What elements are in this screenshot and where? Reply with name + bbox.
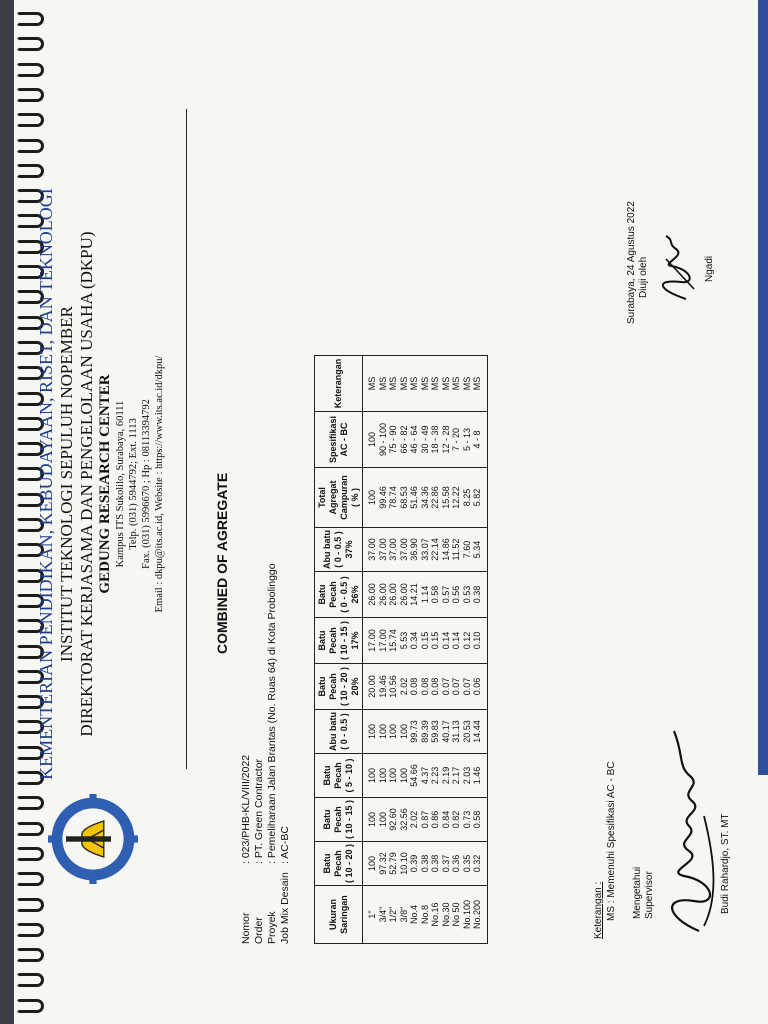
column-header-line: 20%	[349, 677, 360, 696]
table-cell: 100	[388, 754, 399, 798]
table-cell: 4.37	[420, 754, 431, 798]
table-cell: 0.14	[441, 618, 452, 664]
table-cell: 0.56	[451, 572, 462, 618]
meta-row-nomor	[240, 563, 253, 944]
building-name: GEDUNG RESEARCH CENTER	[97, 374, 113, 594]
column-header-line: Campuran	[338, 475, 349, 520]
table-cell: 37.00	[363, 528, 378, 572]
column-header-line: Abu batu	[322, 530, 332, 569]
phone: Telp. (031) 5944792; Ext. 1113	[128, 418, 139, 550]
column-header	[315, 710, 363, 754]
table-cell: 78.74	[388, 468, 399, 528]
table-cell: 22.86	[430, 468, 441, 528]
table-row	[399, 356, 410, 944]
table-cell: 0.37	[441, 842, 452, 886]
letterhead	[36, 184, 166, 784]
table-cell: No.200	[472, 886, 487, 944]
meta-value: : AC-BC	[279, 826, 291, 864]
column-header-line: AC - BC	[338, 422, 349, 457]
table-row	[388, 356, 399, 944]
rotated-content	[14, 0, 768, 1024]
table-cell: 8.25	[462, 468, 473, 528]
table-cell: No.30	[441, 886, 452, 944]
table-cell: MS	[462, 356, 473, 412]
column-header-line: Ukuran	[327, 899, 338, 931]
table-cell: 92.60	[388, 798, 399, 842]
table-cell: 100	[363, 468, 378, 528]
table-cell: 59.83	[430, 710, 441, 754]
table-cell: 52.79	[388, 842, 399, 886]
column-header-line: ( 0 - 0.5 )	[338, 576, 349, 613]
tester-name: Ngadi	[704, 255, 715, 282]
table-cell: 40.17	[441, 710, 452, 754]
table-cell: 18 - 38	[430, 412, 441, 468]
column-header	[315, 412, 363, 468]
meta-key: Order	[253, 917, 265, 944]
table-cell: 100	[363, 412, 378, 468]
meta-value: : 023/PHB-KL/VIII/2022	[240, 754, 252, 864]
column-header-line: Batu Pecah	[316, 581, 338, 608]
table-cell: MS	[409, 356, 420, 412]
table-cell: 99.73	[409, 710, 420, 754]
column-header-line: 37%	[344, 540, 354, 559]
table-cell: MS	[363, 356, 378, 412]
table-cell: 26.00	[399, 572, 410, 618]
column-header	[315, 618, 363, 664]
meta-key: Nomor	[240, 912, 252, 944]
table-cell: 2.23	[430, 754, 441, 798]
table-cell: 1.14	[420, 572, 431, 618]
table-row	[420, 356, 431, 944]
column-header-line: ( 10 - 15 )	[344, 799, 354, 839]
table-cell: 37.00	[399, 528, 410, 572]
table-cell: 0.32	[472, 842, 487, 886]
table-cell: MS	[451, 356, 462, 412]
table-row	[451, 356, 462, 944]
table-cell: 37.00	[388, 528, 399, 572]
table-cell: 0.53	[462, 572, 473, 618]
table-cell: 0.39	[409, 842, 420, 886]
column-header-line: Batu Pecah	[322, 762, 343, 789]
column-header	[315, 886, 363, 944]
table-cell: 7.60	[462, 528, 473, 572]
table-cell: 15.58	[441, 468, 452, 528]
table-cell: 3/8"	[399, 886, 410, 944]
column-header-line: Batu Pecah	[322, 806, 343, 833]
table-cell: 100	[378, 710, 389, 754]
table-cell: 26.00	[388, 572, 399, 618]
table-header-row	[315, 356, 363, 944]
table-cell: 75 - 90	[388, 412, 399, 468]
column-header-line: Batu Pecah	[316, 673, 338, 700]
column-header	[315, 798, 363, 842]
column-header	[315, 356, 363, 412]
column-header-line: Saringan	[338, 895, 349, 934]
table-cell: 100	[399, 710, 410, 754]
table-cell: 3/4"	[378, 886, 389, 944]
tester-signature-icon	[646, 234, 706, 304]
table-cell: 0.08	[409, 664, 420, 710]
column-header	[315, 468, 363, 528]
table-cell: 12 - 28	[441, 412, 452, 468]
table-cell: MS	[378, 356, 389, 412]
column-header-line: ( 0 - 0.5 )	[333, 531, 343, 568]
table-row	[363, 356, 378, 944]
table-cell: No.16	[430, 886, 441, 944]
table-cell: 0.08	[430, 664, 441, 710]
table-cell: 0.15	[430, 618, 441, 664]
table-cell: 1/2"	[388, 886, 399, 944]
table-cell: 0.87	[420, 798, 431, 842]
table-cell: MS	[430, 356, 441, 412]
table-cell: 2.17	[451, 754, 462, 798]
table-cell: 0.58	[472, 798, 487, 842]
table-cell: 12.22	[451, 468, 462, 528]
column-header-line: ( 0 - 0.5 )	[338, 713, 349, 750]
notes-line: MS : Memenuhi Spesifikasi AC - BC	[606, 761, 617, 921]
supervisor-label-2: Supervisor	[644, 871, 655, 919]
fax: Fax. (031) 5996670 ; Hp : 08113394792	[141, 399, 152, 569]
aggregate-table	[314, 355, 488, 944]
table-cell: 0.82	[451, 798, 462, 842]
table-cell: 100	[363, 710, 378, 754]
table-cell: 99.46	[378, 468, 389, 528]
column-header-line: Keterangan	[333, 358, 343, 409]
table-cell: 34.36	[420, 468, 431, 528]
table-cell: 0.34	[409, 618, 420, 664]
table-cell: 2.02	[409, 798, 420, 842]
document-meta	[240, 563, 292, 944]
table-cell: MS	[399, 356, 410, 412]
notes-heading: Keterangan :	[593, 881, 604, 939]
table-cell: 14.21	[409, 572, 420, 618]
table-cell: 100	[363, 842, 378, 886]
email-website: Email : dkpu@its.ac.id, Website : https://www.its.ac.id/dkpu/	[154, 355, 165, 613]
directorate-name: DIREKTORAT KERJASAMA DAN PENGELOLAAN USAHA (DKPU)	[77, 231, 96, 737]
table-cell: 26.00	[363, 572, 378, 618]
table-cell: 0.14	[451, 618, 462, 664]
supervisor-label-1: Mengetahui	[632, 866, 643, 919]
table-cell: 5.53	[399, 618, 410, 664]
table-cell: 5 - 13	[462, 412, 473, 468]
table-cell: 7 - 20	[451, 412, 462, 468]
table-cell: 0.38	[430, 842, 441, 886]
column-header-line: Total Agregat	[316, 480, 338, 515]
table-cell: 2.03	[462, 754, 473, 798]
table-cell: 30 - 49	[420, 412, 431, 468]
column-header-line: ( 10 - 15 )	[338, 621, 349, 661]
table-cell: 26.00	[378, 572, 389, 618]
meta-row-job-mix	[279, 563, 292, 944]
table-cell: 0.84	[441, 798, 452, 842]
table-cell: 51.46	[409, 468, 420, 528]
column-header	[315, 664, 363, 710]
table-cell: 89.39	[420, 710, 431, 754]
column-header-line: Batu Pecah	[322, 850, 343, 877]
column-header	[315, 842, 363, 886]
table-cell: 0.12	[462, 618, 473, 664]
table-cell: 10.10	[399, 842, 410, 886]
column-header-line: 26%	[349, 585, 360, 604]
table-cell: 68.53	[399, 468, 410, 528]
column-header	[315, 754, 363, 798]
letterhead-divider	[186, 109, 187, 769]
table-cell: 5.34	[472, 528, 487, 572]
meta-value: : Pemeliharaan Jalan Brantas (No. Ruas 64) di Kota Probolinggo	[266, 563, 278, 864]
sign-date: Surabaya, 24 Agustus 2022	[626, 201, 637, 324]
supervisor-name: Budi Rahardjo, ST. MT	[720, 813, 731, 914]
table-cell: 2.19	[441, 754, 452, 798]
table-cell: 19.46	[378, 664, 389, 710]
table-row	[441, 356, 452, 944]
column-header-line: ( 5 - 10 )	[344, 758, 354, 793]
table-cell: 97.32	[378, 842, 389, 886]
column-header-line: ( % )	[349, 488, 360, 507]
table-cell: 100	[399, 754, 410, 798]
table-cell: 1.46	[472, 754, 487, 798]
meta-row-order	[253, 563, 266, 944]
table-cell: 33.07	[420, 528, 431, 572]
meta-value: : PT. Green Contractor	[253, 758, 265, 864]
table-cell: 32.56	[399, 798, 410, 842]
table-row	[472, 356, 487, 944]
table-cell: 2.02	[399, 664, 410, 710]
table-cell: 31.13	[451, 710, 462, 754]
page-title: COMBINED OF AGREGATE	[214, 472, 230, 654]
tester-label: Diuji oleh	[638, 256, 649, 298]
table-cell: 100	[363, 798, 378, 842]
column-header	[315, 572, 363, 618]
notes	[592, 762, 618, 940]
table-cell: MS	[472, 356, 487, 412]
table-cell: 0.07	[462, 664, 473, 710]
table-row	[409, 356, 420, 944]
table-cell: No.8	[420, 886, 431, 944]
table-cell: 54.66	[409, 754, 420, 798]
table-cell: 0.06	[472, 664, 487, 710]
table-cell: 0.73	[462, 798, 473, 842]
table-cell: 0.35	[462, 842, 473, 886]
table-cell: 37.00	[378, 528, 389, 572]
supervisor-signature-icon	[644, 726, 724, 936]
table-cell: 14.86	[441, 528, 452, 572]
table-cell: No 50	[451, 886, 462, 944]
institute-name: INSTITUT TEKNOLOGI SEPULUH NOPEMBER	[57, 306, 76, 662]
table-cell: No.100	[462, 886, 473, 944]
table-cell: MS	[388, 356, 399, 412]
its-logo-icon	[48, 794, 138, 884]
table-cell: 0.08	[420, 664, 431, 710]
column-header-line: Batu Pecah	[316, 627, 338, 654]
table-cell: 0.58	[430, 572, 441, 618]
column-header-line: Abu batu	[327, 712, 338, 751]
table-cell: 17.00	[363, 618, 378, 664]
table-row	[430, 356, 441, 944]
column-header	[315, 528, 363, 572]
column-header-line: ( 10 - 20 )	[338, 667, 349, 707]
table-cell: 0.07	[441, 664, 452, 710]
table-cell: 20.53	[462, 710, 473, 754]
table-cell: MS	[420, 356, 431, 412]
table-row	[462, 356, 473, 944]
column-header-line: Spesifikasi	[327, 415, 338, 464]
table-cell: 0.10	[472, 618, 487, 664]
table-cell: 11.52	[451, 528, 462, 572]
table-cell: 0.38	[420, 842, 431, 886]
table-cell: 90 - 100	[378, 412, 389, 468]
table-cell: No.4	[409, 886, 420, 944]
table-cell: 36.90	[409, 528, 420, 572]
table-cell: 15.74	[388, 618, 399, 664]
table-cell: 100	[378, 798, 389, 842]
table-cell: 4 - 8	[472, 412, 487, 468]
table-cell: 100	[388, 710, 399, 754]
table-cell: 46 - 64	[409, 412, 420, 468]
table-cell: 5.82	[472, 468, 487, 528]
table-cell: 10.56	[388, 664, 399, 710]
table-cell: 0.57	[441, 572, 452, 618]
table-cell: 14.44	[472, 710, 487, 754]
table-cell: 17.00	[378, 618, 389, 664]
column-header-line: ( 10 - 20 )	[344, 843, 354, 883]
table-cell: 0.07	[451, 664, 462, 710]
table-cell: 100	[378, 754, 389, 798]
address: Kampus ITS Sukolilo, Surabaya, 60111	[115, 400, 126, 568]
table-cell: 22.14	[430, 528, 441, 572]
document-page	[14, 0, 768, 1024]
table-cell: 20.00	[363, 664, 378, 710]
table-cell: 0.38	[472, 572, 487, 618]
meta-key: Proyek	[266, 911, 278, 944]
table-row	[378, 356, 389, 944]
meta-row-proyek	[266, 563, 279, 944]
table-cell: 66 - 82	[399, 412, 410, 468]
table-cell: 1"	[363, 886, 378, 944]
table-cell: 0.36	[451, 842, 462, 886]
table-cell: 0.15	[420, 618, 431, 664]
ministry-name: KEMENTERIAN PENDIDIKAN, KEBUDAYAAN, RISET, DAN TEKNOLOGI	[36, 188, 56, 780]
table-cell: 0.86	[430, 798, 441, 842]
column-header-line: 17%	[349, 631, 360, 650]
table-cell: MS	[441, 356, 452, 412]
table-cell: 100	[363, 754, 378, 798]
meta-key: Job Mix Desain	[279, 872, 291, 944]
